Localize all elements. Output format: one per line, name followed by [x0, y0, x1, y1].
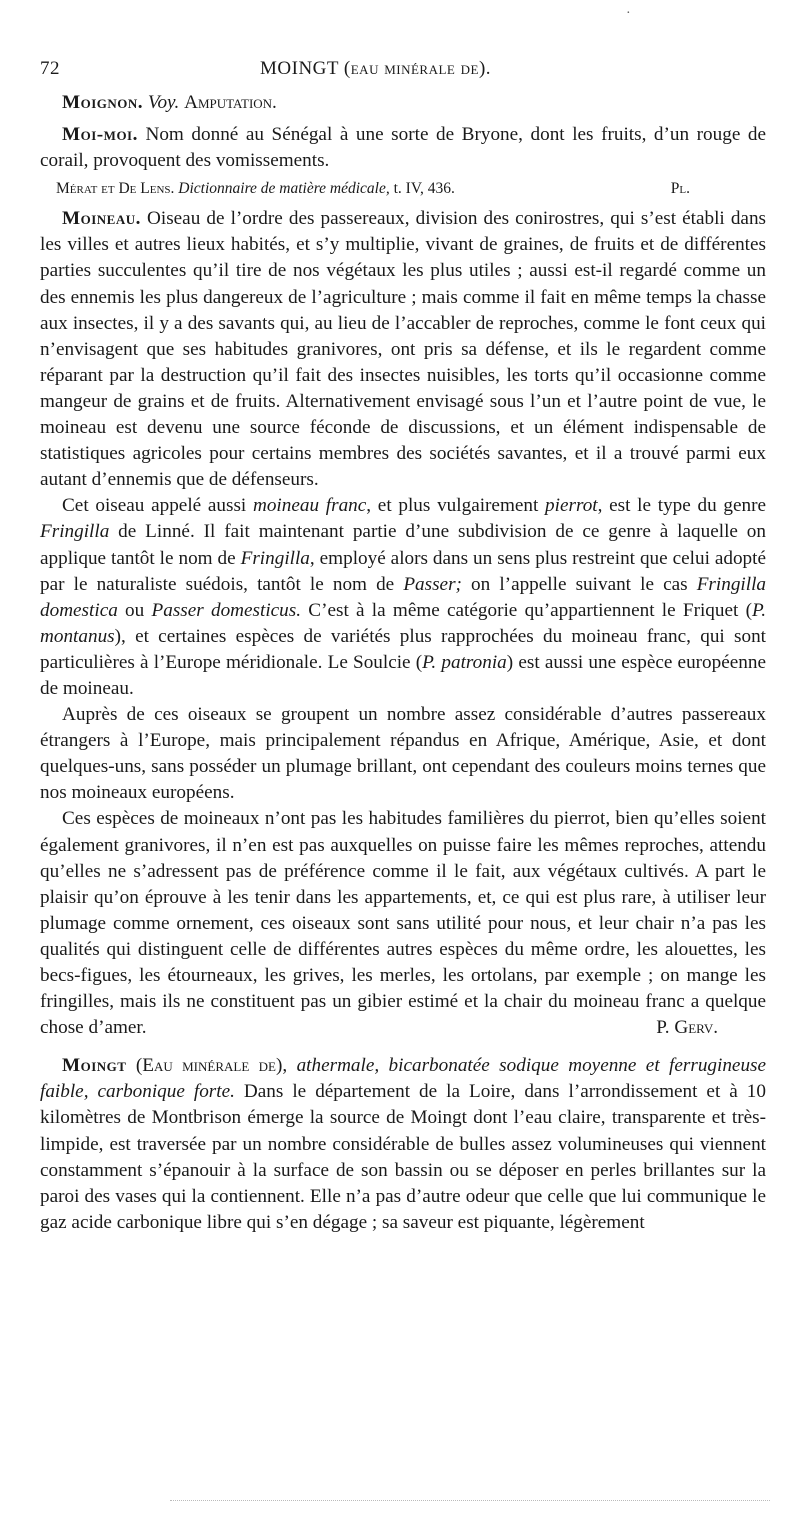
text-run: , et plus vulgairement: [366, 495, 546, 517]
text-run: , est le type du genre: [597, 495, 766, 517]
page-number: 72: [40, 58, 60, 79]
moineau-paragraph-1: Oiseau de l’ordre des passereaux, division des conirostres, qui s’est établi dans les villes et autres lieux habités, et s’y multiplie, vivant de graines, de fruits et de différentes parties succulentes qu’il tire de nos végétaux les plus utiles ; aussi est-il regardé comme un des ennemis les plus dangereux de l’agriculture ; mais comme il fait en même temps la chasse aux insectes, il y a des savants qui, au lieu de l’accabler de reproches, comme le font ceux qui n’envisagent que ses habitudes granivores, ont pris sa défense, et ils le regardent comme réparant par la destruction qu’il fait des insectes nuisibles, les torts qu’il occasionne comme mangeur de grains et de fruits. Alternativement envisagé sous l’un et l’autre point de vue, le moineau est devenu une source féconde de discussions, et un élément indispensable de statistiques agricoles pour certains membres des sociétés savantes, et il a trouvé parmi eux autant d’ennemis que de défenseurs.: [40, 208, 767, 491]
text-run: ) est aussi une espèce européenne de moineau.: [40, 651, 766, 699]
text-run: Cet oiseau appelé aussi: [62, 495, 253, 517]
moineau-paragraph-3: Auprès de ces oiseaux se groupent un nombre assez considérable d’autres passereaux étrangers à l’Europe, mais principalement répandus en Afrique, Amérique, Asie, et dont quelques-uns, sans posséder un plumage brillant, ont cependant des couleurs moins ternes que nos moineaux européens.: [40, 704, 766, 804]
italic-run: Fringilla: [40, 521, 110, 543]
page: [40, 56, 766, 1236]
running-title-main: MOINGT: [260, 58, 339, 79]
author-signature-pl: Pl.: [670, 180, 690, 198]
headword-moi-moi: Moi-moi.: [62, 124, 138, 146]
moi-moi-text: Nom donné au Sénégal à une sorte de Bryone, dont les fruits, d’un rouge de corail, provoquent des vomissements.: [40, 124, 767, 172]
italic-run: Fringilla: [240, 547, 310, 569]
entry-moi-moi: [40, 122, 766, 174]
headword-moignon: Moignon.: [62, 92, 144, 113]
voy-label: Voy.: [147, 92, 180, 113]
reference-location: t. IV, 436.: [393, 180, 455, 198]
moineau-paragraph-4-text: Ces espèces de moineaux n’ont pas les habitudes familières du pierrot, bien qu’elles soient également granivores, il n’en est pas auxquelles on puisse faire les mêmes reproches, attendu qu’elles ne s’adressent pas de préférence comme il le fait, aux végétaux cultivés. A part le plaisir qu’on éprouve à les tenir dans les appartements, et, ce qui est plus rare, à utiliser leur plumage comme ornement, ces oiseaux sont sans utilité pour nous, et leur chair n’a pas les qualités qui distinguent celle de différentes autres espèces du même ordre, les alouettes, les becs-figues, les étourneaux, les grives, les merles, les ortolans, par exemple ; on mange les fringilles, mais ils ne constituent pas un gibier estimé et la chair du moineau franc a quelque chose d’amer.: [40, 808, 766, 1039]
italic-run: pierrot: [545, 495, 598, 517]
entry-moingt: [40, 1053, 766, 1236]
bibliographic-reference: [56, 178, 766, 200]
text-run: , employé alors dans un sens plus restreint que celui adopté par le naturaliste suédois, tantôt le nom de: [40, 547, 766, 595]
scan-speck: ·: [626, 6, 631, 21]
text-run: on l’appelle suivant le cas: [461, 573, 697, 595]
entry-moignon: [40, 90, 766, 116]
italic-run: Fringilla domestica: [40, 573, 766, 621]
italic-run: P. montanus: [40, 599, 767, 647]
headword-moineau: Moineau.: [62, 208, 141, 230]
moingt-classification: athermale, bicarbonatée sodique moyenne et ferrugineuse faible, carbonique forte.: [40, 1055, 767, 1103]
moingt-parenthetical: (Eau minérale de),: [135, 1055, 288, 1077]
italic-run: P. patronia: [422, 651, 507, 673]
moineau-paragraph-2: [40, 493, 766, 702]
italic-run: Passer;: [403, 573, 462, 595]
text-run: C’est à la même catégorie qu’appartiennent le Friquet (: [301, 599, 752, 621]
reference-authors: Mérat et De Lens.: [56, 180, 175, 198]
reference-title: Dictionnaire de matière médicale,: [178, 180, 390, 198]
headword-moingt: Moingt: [62, 1055, 127, 1077]
italic-run: Passer domesticus.: [151, 599, 302, 621]
scan-bottom-rule: [170, 1500, 770, 1501]
italic-run: moineau franc: [252, 495, 367, 517]
cross-reference: Amputation.: [184, 92, 277, 113]
text-run: de Linné. Il fait maintenant partie d’une subdivision de ce genre à laquelle on applique tantôt le nom de: [40, 521, 766, 569]
running-title-rest: (eau minérale de).: [343, 58, 492, 79]
running-head: [40, 56, 766, 90]
author-signature-p-gerv: P. Gerv.: [656, 1017, 718, 1039]
moingt-description: Dans le département de la Loire, dans l’arrondissement et à 10 kilomètres de Montbrison émerge la source de Moingt dont l’eau claire, transparente et très-limpide, est traversée par un nombre considérable de bulles assez volumineuses qui viennent constamment s’épanouir à la surface de son bassin ou se déposer en perles brillantes sur la paroi des vases qui la contiennent. Elle n’a pas d’autre odeur que celle que lui communique le gaz acide carbonique libre qui s’en dégage ; sa saveur est piquante, légèrement: [40, 1081, 766, 1233]
text-run: ), et certaines espèces de variétés plus rapprochées du moineau franc, qui sont particulières à l’Europe méridionale. Le Soulcie (: [40, 625, 766, 673]
running-title: [260, 58, 491, 80]
text-run: ou: [117, 599, 152, 621]
entry-moineau-p1: [40, 206, 766, 493]
moineau-paragraph-4: [40, 806, 766, 1041]
